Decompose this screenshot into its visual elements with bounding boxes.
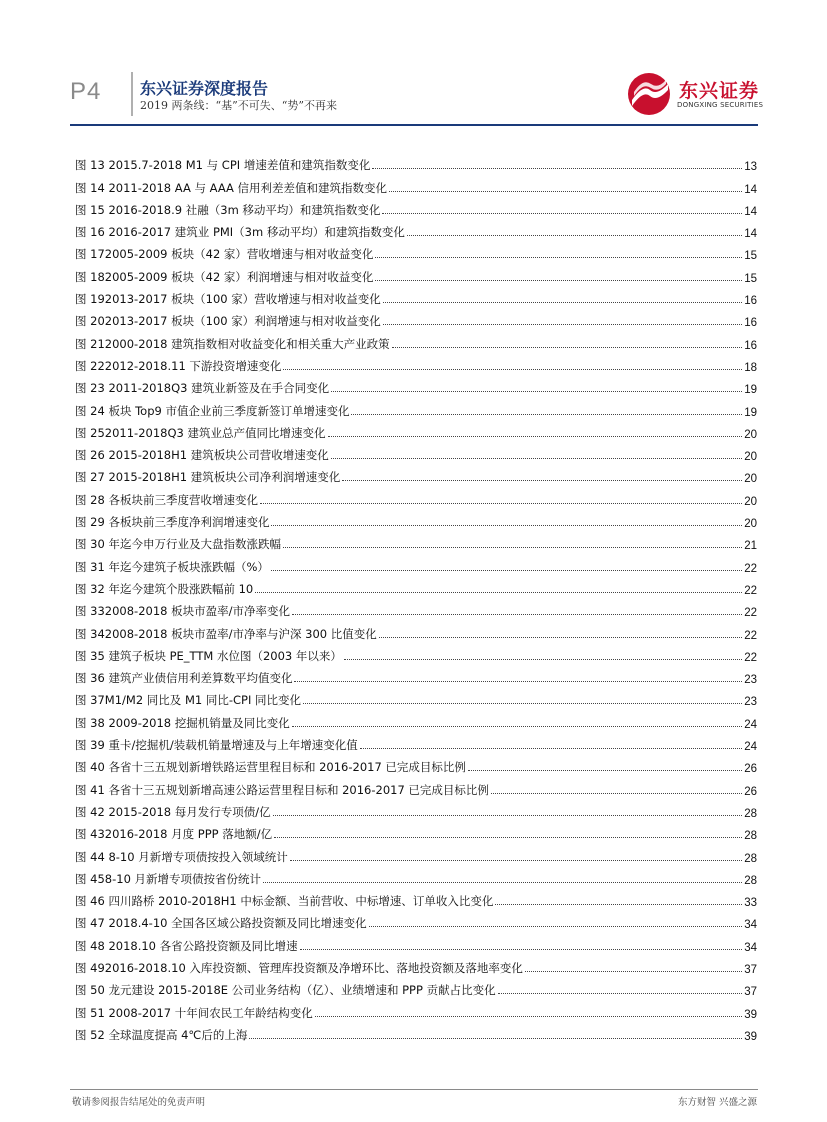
toc-entry-page: 22 — [744, 607, 757, 620]
toc-entry[interactable] — [75, 954, 757, 976]
dongxing-logo-icon — [625, 70, 675, 116]
toc-entry[interactable] — [75, 485, 757, 507]
toc-entry-label: 图 42 2015-2018 每月发行专项债/亿 — [75, 804, 271, 819]
toc-entry-page: 22 — [744, 584, 757, 597]
toc-entry[interactable] — [75, 686, 757, 708]
toc-entry-label: 图 44 8-10 月新增专项债按投入领域统计 — [75, 849, 288, 864]
toc-leader-dots — [389, 191, 742, 192]
toc-entry-label: 图 52 全球温度提高 4℃后的上海 — [75, 1027, 248, 1042]
toc-leader-dots — [491, 793, 742, 794]
toc-entry[interactable] — [75, 307, 757, 329]
toc-entry[interactable] — [75, 775, 757, 797]
footer-slogan: 东方财智 兴盛之源 — [677, 1097, 757, 1108]
toc-entry-label: 图 41 各省十三五规划新增高速公路运营里程目标和 2016-2017 已完成目标比例 — [75, 782, 489, 797]
toc-leader-dots — [249, 1038, 742, 1039]
toc-leader-dots — [344, 659, 742, 660]
toc-leader-dots — [283, 369, 742, 370]
toc-entry-page: 24 — [744, 741, 757, 754]
toc-entry-page: 14 — [744, 183, 757, 196]
toc-entry[interactable] — [75, 196, 757, 218]
toc-leader-dots — [379, 637, 742, 638]
toc-entry-label: 图 15 2016-2018.9 社融（3m 移动平均）和建筑指数变化 — [75, 202, 381, 217]
figure-list — [75, 151, 757, 1043]
toc-entry-page: 20 — [744, 473, 757, 486]
toc-entry-page: 26 — [744, 763, 757, 776]
toc-entry-page: 19 — [744, 406, 757, 419]
toc-entry-page: 28 — [744, 830, 757, 843]
toc-entry-label: 图 492016-2018.10 入库投资额、管理库投资额及净增环比、落地投资额及落地率变化 — [75, 960, 523, 975]
toc-entry-label: 图 14 2011-2018 AA 与 AAA 信用利差差值和建筑指数变化 — [75, 180, 388, 195]
toc-leader-dots — [372, 168, 742, 169]
toc-entry-label: 图 40 各省十三五规划新增铁路运营里程目标和 2016-2017 已完成目标比例 — [75, 760, 466, 775]
toc-entry[interactable] — [75, 441, 757, 463]
toc-entry[interactable] — [75, 262, 757, 284]
toc-leader-dots — [351, 414, 742, 415]
toc-entry-label: 图 27 2015-2018H1 建筑板块公司净利润增速变化 — [75, 470, 341, 485]
toc-entry-page: 20 — [744, 495, 757, 508]
toc-leader-dots — [255, 592, 742, 593]
toc-leader-dots — [383, 302, 742, 303]
toc-entry-label: 图 31 年迄今建筑子板块涨跌幅（%） — [75, 559, 269, 574]
toc-entry-label: 图 37M1/M2 同比及 M1 同比-CPI 同比变化 — [75, 693, 302, 708]
toc-entry-label: 图 39 重卡/挖掘机/装载机销量增速及与上年增速变化值 — [75, 738, 358, 753]
toc-entry-label: 图 182005-2009 板块（42 家）利润增速与相对收益变化 — [75, 269, 374, 284]
toc-entry-page: 16 — [744, 295, 757, 308]
toc-entry-page: 15 — [744, 250, 757, 263]
toc-entry-label: 图 212000-2018 建筑指数相对收益变化和相关重大产业政策 — [75, 336, 390, 351]
toc-leader-dots — [375, 257, 742, 258]
toc-entry-page: 22 — [744, 651, 757, 664]
toc-entry-label: 图 342008-2018 板块市盈率/市净率与沪深 300 比值变化 — [75, 626, 377, 641]
toc-leader-dots — [342, 480, 742, 481]
toc-entry-label: 图 252011-2018Q3 建筑业总产值同比增速变化 — [75, 425, 326, 440]
toc-entry-label: 图 172005-2009 板块（42 家）营收增速与相对收益变化 — [75, 247, 374, 262]
toc-entry[interactable] — [75, 352, 757, 374]
toc-entry-page: 37 — [744, 986, 757, 999]
toc-entry-label: 图 30 年迄今申万行业及大盘指数涨跌幅 — [75, 537, 281, 552]
toc-entry[interactable] — [75, 798, 757, 820]
toc-entry-label: 图 46 四川路桥 2010-2018H1 中标金额、当前营收、中标增速、订单收入比变化 — [75, 894, 494, 909]
toc-leader-dots — [315, 1016, 742, 1017]
toc-entry-label: 图 29 各板块前三季度净利润增速变化 — [75, 515, 270, 530]
toc-entry[interactable] — [75, 530, 757, 552]
toc-entry-page: 24 — [744, 718, 757, 731]
toc-entry-page: 23 — [744, 674, 757, 687]
toc-entry-page: 28 — [744, 807, 757, 820]
toc-entry[interactable] — [75, 1021, 757, 1043]
toc-leader-dots — [273, 815, 743, 816]
toc-entry[interactable] — [75, 820, 757, 842]
toc-entry[interactable] — [75, 931, 757, 953]
toc-entry[interactable] — [75, 329, 757, 351]
toc-entry-label: 图 16 2016-2017 建筑业 PMI（3m 移动平均）和建筑指数变化 — [75, 225, 405, 240]
toc-entry-page: 20 — [744, 428, 757, 441]
toc-leader-dots — [331, 391, 742, 392]
toc-entry-label: 图 38 2009-2018 挖掘机销量及同比变化 — [75, 715, 290, 730]
toc-entry-label: 图 332008-2018 板块市盈率/市净率变化 — [75, 604, 291, 619]
toc-entry-page: 34 — [744, 919, 757, 932]
toc-entry[interactable] — [75, 374, 757, 396]
toc-entry-label: 图 23 2011-2018Q3 建筑业新签及在手合同变化 — [75, 381, 330, 396]
toc-entry[interactable] — [75, 865, 757, 887]
toc-leader-dots — [292, 614, 742, 615]
toc-entry-label: 图 47 2018.4-10 全国各区域公路投资额及同比增速变化 — [75, 916, 367, 931]
toc-entry-page: 37 — [744, 963, 757, 976]
toc-leader-dots — [392, 347, 743, 348]
toc-entry-label: 图 458-10 月新增专项债按省份统计 — [75, 871, 262, 886]
toc-entry-label: 图 432016-2018 月度 PPP 落地额/亿 — [75, 827, 273, 842]
toc-leader-dots — [294, 681, 742, 682]
toc-entry-page: 20 — [744, 518, 757, 531]
toc-entry[interactable] — [75, 508, 757, 530]
toc-entry-page: 14 — [744, 228, 757, 241]
toc-entry[interactable] — [75, 664, 757, 686]
toc-entry[interactable] — [75, 597, 757, 619]
header-divider — [131, 72, 133, 116]
toc-entry[interactable] — [75, 396, 757, 418]
toc-entry[interactable] — [75, 151, 757, 173]
toc-entry-page: 14 — [744, 205, 757, 218]
toc-entry[interactable] — [75, 731, 757, 753]
toc-leader-dots — [383, 324, 742, 325]
toc-leader-dots — [495, 904, 742, 905]
toc-entry-page: 39 — [744, 1030, 757, 1043]
toc-entry-label: 图 26 2015-2018H1 建筑板块公司营收增速变化 — [75, 448, 329, 463]
toc-leader-dots — [331, 458, 742, 459]
page-number: P4 — [70, 78, 102, 105]
footer-rule — [70, 1089, 758, 1090]
toc-entry[interactable] — [75, 753, 757, 775]
toc-entry-page: 21 — [744, 540, 757, 553]
toc-entry-label: 图 36 建筑产业债信用利差算数平均值变化 — [75, 671, 293, 686]
toc-leader-dots — [283, 547, 742, 548]
toc-entry-page: 23 — [744, 696, 757, 709]
toc-leader-dots — [369, 926, 743, 927]
toc-entry-label: 图 24 板块 Top9 市值企业前三季度新签订单增速变化 — [75, 403, 350, 418]
report-subtitle: 2019 两条线：“基”不可失、“势”不再来 — [140, 99, 337, 112]
toc-entry[interactable] — [75, 887, 757, 909]
toc-entry-page: 16 — [744, 339, 757, 352]
toc-entry[interactable] — [75, 552, 757, 574]
toc-leader-dots — [360, 748, 743, 749]
toc-entry-label: 图 32 年迄今建筑个股涨跌幅前 10 — [75, 581, 254, 596]
toc-entry-label: 图 48 2018.10 各省公路投资额及同比增速 — [75, 938, 298, 953]
toc-entry-page: 13 — [744, 161, 757, 174]
toc-entry[interactable] — [75, 998, 757, 1020]
toc-leader-dots — [303, 703, 742, 704]
toc-entry-label: 图 13 2015.7-2018 M1 与 CPI 增速差值和建筑指数变化 — [75, 158, 371, 173]
toc-entry-label: 图 222012-2018.11 下游投资增速变化 — [75, 358, 282, 373]
toc-entry-page: 19 — [744, 384, 757, 397]
toc-entry-page: 22 — [744, 562, 757, 575]
toc-entry-page: 34 — [744, 941, 757, 954]
toc-entry-label: 图 192013-2017 板块（100 家）营收增速与相对收益变化 — [75, 292, 381, 307]
toc-entry-page: 15 — [744, 272, 757, 285]
toc-entry-page: 26 — [744, 785, 757, 798]
toc-entry-label: 图 202013-2017 板块（100 家）利润增速与相对收益变化 — [75, 314, 381, 329]
toc-entry-label: 图 28 各板块前三季度营收增速变化 — [75, 492, 258, 507]
report-title: 东兴证券深度报告 — [140, 79, 269, 98]
toc-entry[interactable] — [75, 419, 757, 441]
toc-leader-dots — [525, 971, 742, 972]
toc-entry[interactable] — [75, 218, 757, 240]
toc-leader-dots — [375, 280, 742, 281]
toc-entry[interactable] — [75, 173, 757, 195]
header-rule — [70, 124, 758, 126]
toc-entry-page: 22 — [744, 629, 757, 642]
toc-entry[interactable] — [75, 619, 757, 641]
toc-entry-page: 39 — [744, 1008, 757, 1021]
toc-entry[interactable] — [75, 285, 757, 307]
toc-leader-dots — [271, 525, 742, 526]
toc-leader-dots — [407, 235, 742, 236]
toc-entry[interactable] — [75, 240, 757, 262]
toc-leader-dots — [292, 726, 742, 727]
toc-entry[interactable] — [75, 842, 757, 864]
toc-leader-dots — [274, 837, 742, 838]
toc-entry-page: 18 — [744, 361, 757, 374]
toc-entry-label: 图 51 2008-2017 十年间农民工年龄结构变化 — [75, 1005, 313, 1020]
footer-disclaimer: 敬请参阅报告结尾处的免责声明 — [72, 1097, 206, 1108]
toc-entry[interactable] — [75, 642, 757, 664]
toc-leader-dots — [498, 993, 743, 994]
toc-leader-dots — [290, 860, 743, 861]
page-header — [0, 0, 827, 130]
toc-entry-page: 33 — [744, 897, 757, 910]
toc-entry[interactable] — [75, 575, 757, 597]
toc-leader-dots — [300, 949, 743, 950]
toc-leader-dots — [271, 570, 742, 571]
toc-entry[interactable] — [75, 909, 757, 931]
toc-leader-dots — [468, 770, 742, 771]
toc-entry[interactable] — [75, 976, 757, 998]
toc-entry-page: 28 — [744, 874, 757, 887]
toc-entry[interactable] — [75, 463, 757, 485]
toc-leader-dots — [382, 213, 742, 214]
toc-leader-dots — [263, 882, 742, 883]
toc-entry-label: 图 50 龙元建设 2015-2018E 公司业务结构（亿）、业绩增速和 PPP 贡献占比变化 — [75, 983, 496, 998]
company-logo — [625, 70, 765, 118]
logo-text-en: DONGXING SECURITIES — [677, 101, 764, 109]
toc-entry-page: 16 — [744, 317, 757, 330]
toc-leader-dots — [328, 436, 743, 437]
toc-leader-dots — [260, 503, 742, 504]
toc-entry-page: 28 — [744, 852, 757, 865]
toc-entry[interactable] — [75, 708, 757, 730]
toc-entry-page: 20 — [744, 451, 757, 464]
toc-entry-label: 图 35 建筑子板块 PE_TTM 水位图（2003 年以来） — [75, 648, 342, 663]
logo-text-cn: 东兴证券 — [679, 80, 760, 102]
